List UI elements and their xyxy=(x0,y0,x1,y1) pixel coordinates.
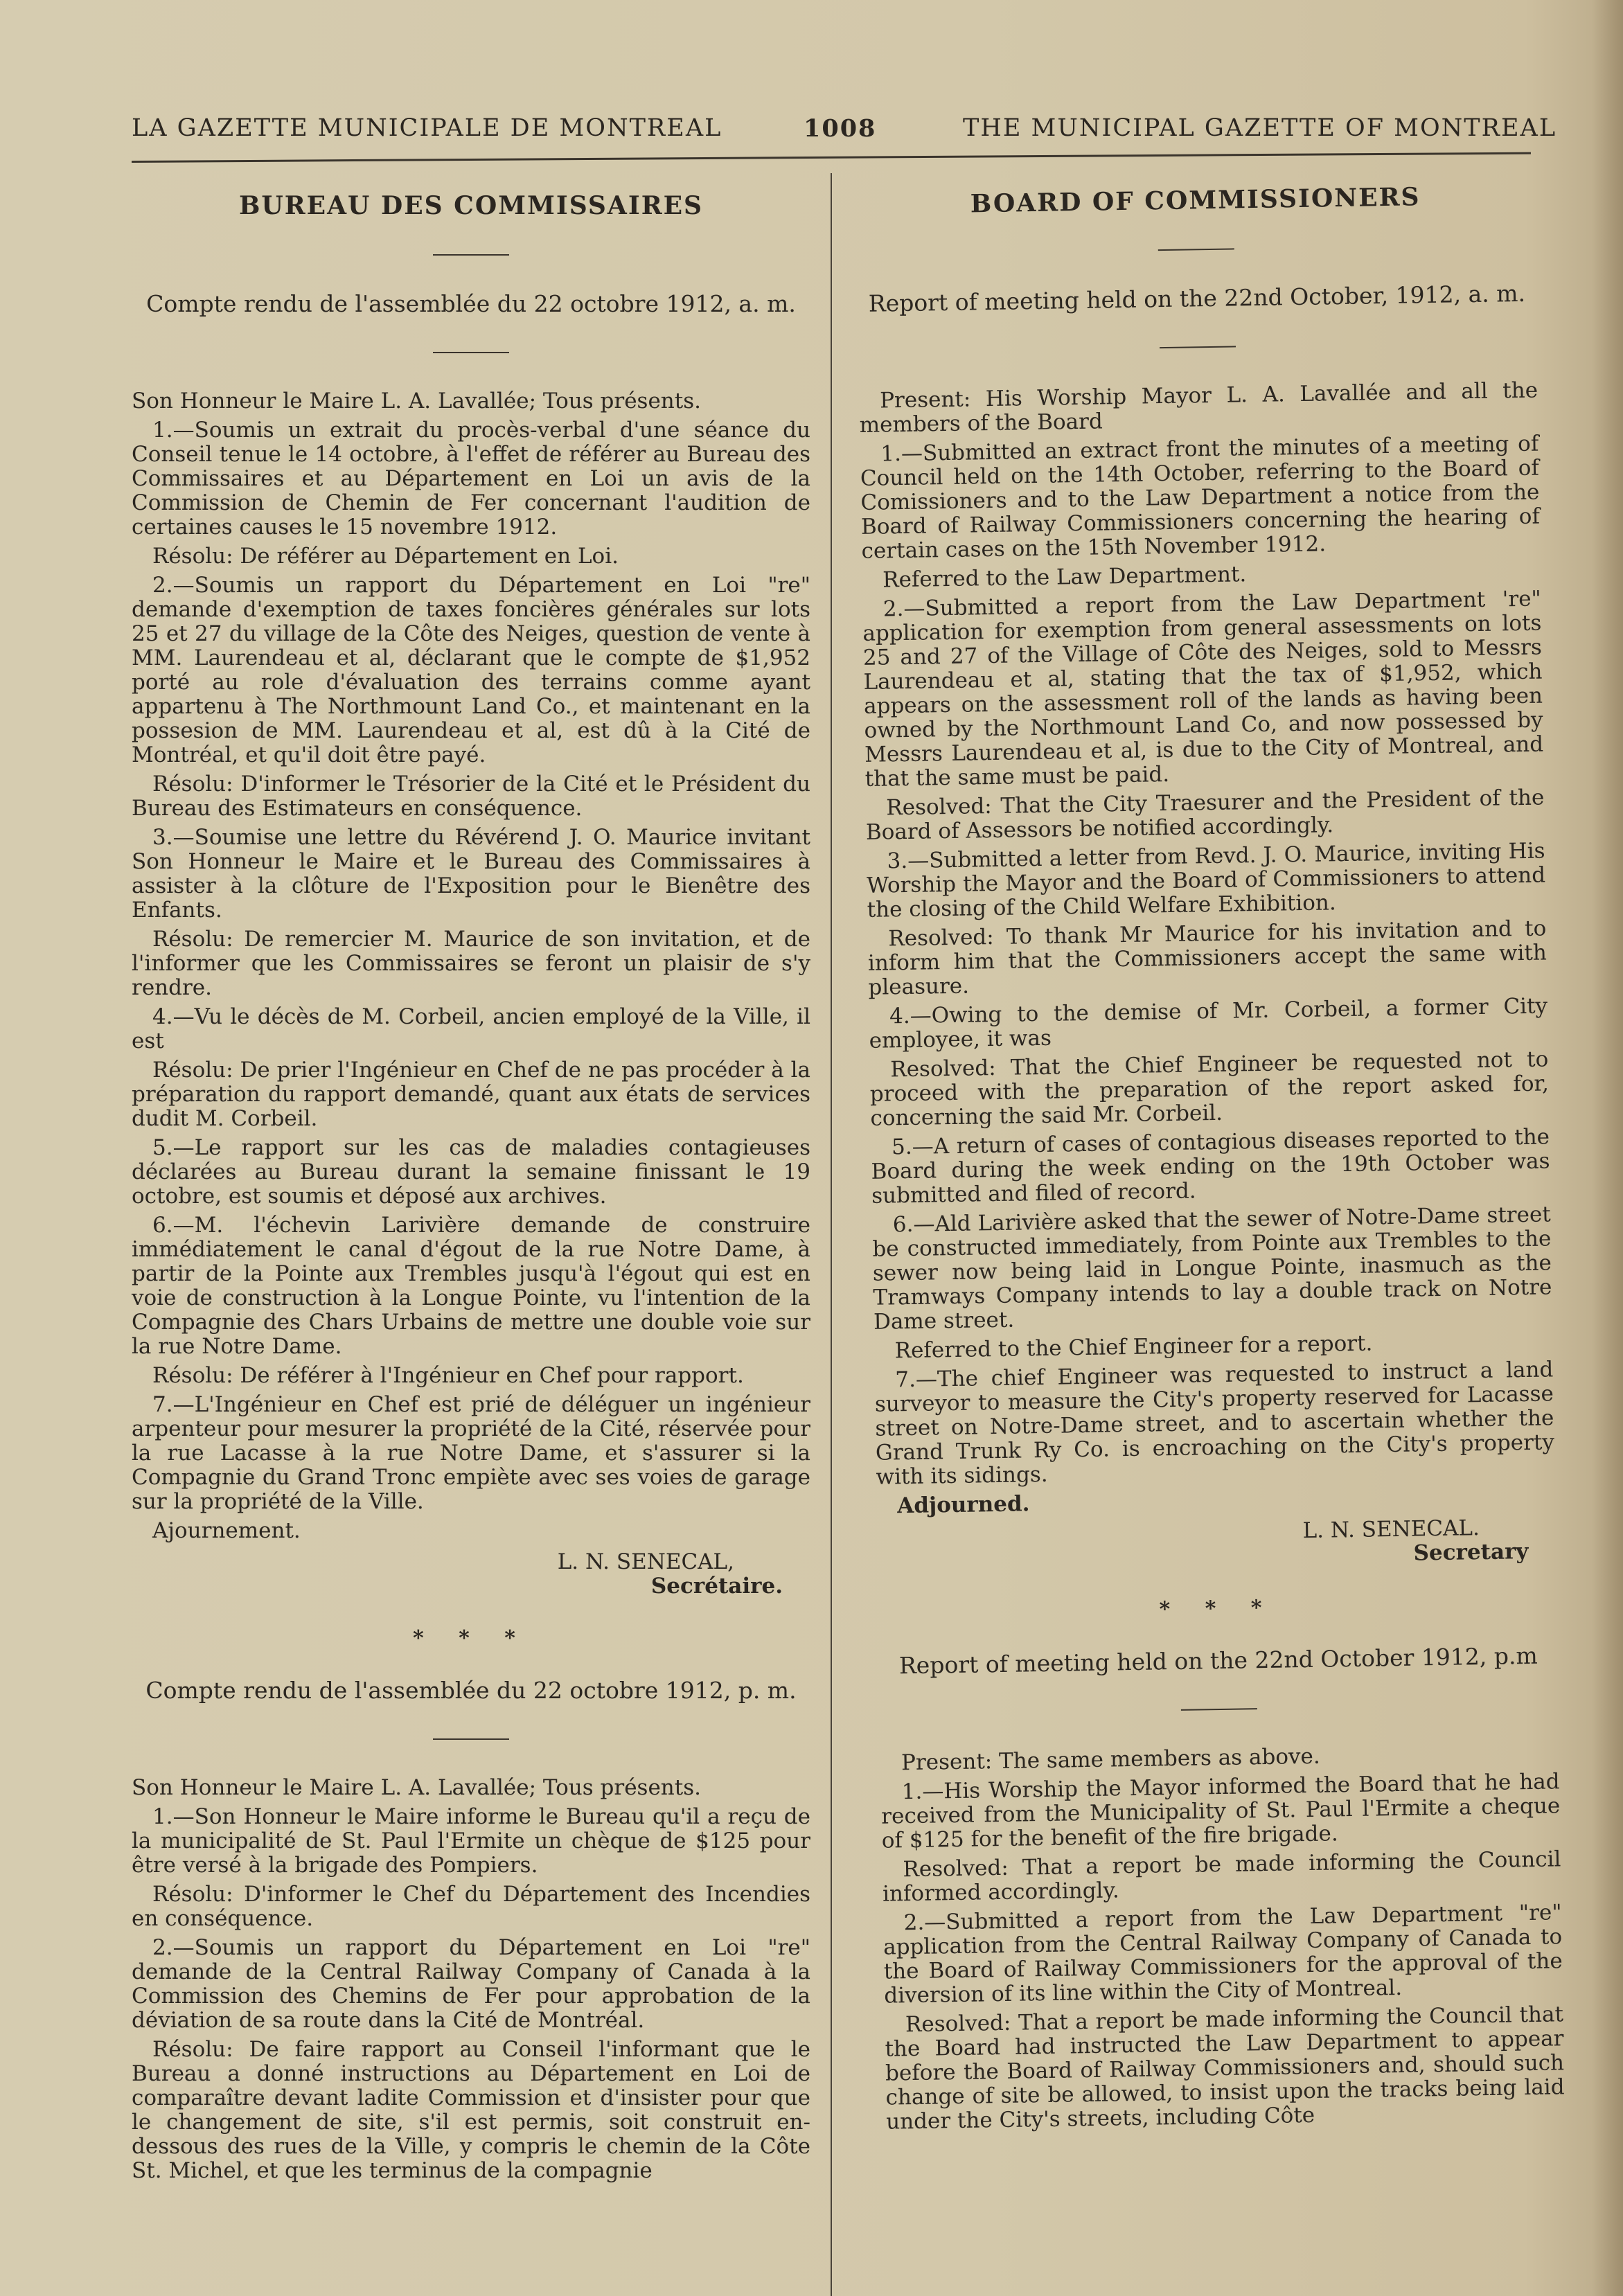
paragraph: 3.—Soumise une lettre du Révérend J. O. Maurice invitant Son Honneur le Maire et le Bureau des Commissaires à assister à la clôture de l'Exposition pour le Bienêtre des Enfants. xyxy=(132,825,810,923)
paragraph: Résolu: De remercier M. Maurice de son invitation, et de l'informer que les Commissaires se feront un plaisir de s'y rendre. xyxy=(132,927,810,1000)
paragraph: 1.—Son Honneur le Maire informe le Bureau qu'il a reçu de la municipalité de St. Paul l'Ermite un chèque de $125 pour être versé à la brigade des Pompiers. xyxy=(132,1804,810,1878)
short-rule xyxy=(1160,346,1236,348)
paragraph: Résolu: D'informer le Chef du Département des Incendies en conséquence. xyxy=(132,1882,810,1931)
header-rule xyxy=(132,152,1531,163)
signature-title: Secrétaire. xyxy=(650,1574,783,1599)
paragraph: 1.—His Worship the Mayor informed the Board that he had received from the Municipality of St. Paul l'Ermite a cheque of $125 for the benefit of the fire brigade. xyxy=(880,1769,1561,1853)
paragraph: 7.—The chief Engineer was requested to instruct a land surveyor to measure the City's property reserved for Lacasse street on Notre-Dame street, and to ascertain whether the Grand Trunk Ry Co. is encroaching on the City's property with its sidings. xyxy=(874,1357,1555,1490)
meeting-caption-pm: Report of meeting held on the 22nd October 1912, p.m xyxy=(898,1641,1538,1680)
meeting-caption-pm: Compte rendu de l'assemblée du 22 octobre 1912, p. m. xyxy=(145,1677,797,1704)
paragraph: Resolved: That a report be made informing the Council that the Board had instructed the Law Department to appear before the Board of Railway Commissioners and, should such change of site be allowed, to insist upon the tracks being laid under the City's streets, including Côte xyxy=(885,2002,1565,2135)
paragraph: 7.—L'Ingénieur en Chef est prié de déléguer un ingénieur arpenteur pour mesurer la propriété de la Cité, réservée pour la rue Lacasse à la rue Notre Dame, et s'assurer si la Compagnie du Grand Tronc empiète avec ses voies de garage sur la propriété de la Ville. xyxy=(132,1392,810,1514)
short-rule xyxy=(433,254,509,256)
minutes-pm-french xyxy=(132,1776,810,2183)
paragraph: 1.—Submitted an extract front the minutes of a meeting of Council held on the 14th October, referring to the Board of Comissioners and to the Law Department a notice from the Board of Railway Commissioners concerning the hearing of certain cases on the 15th November 1912. xyxy=(860,431,1541,564)
section-separator: * * * xyxy=(413,1626,529,1650)
paragraph: Adjourned. xyxy=(896,1491,1030,1519)
french-column xyxy=(132,173,810,2188)
minutes-am-french xyxy=(132,389,810,1543)
section-title-english: BOARD OF COMMISSIONERS xyxy=(970,182,1421,219)
paragraph: Résolu: De référer au Département en Loi. xyxy=(152,544,619,569)
paragraph: Résolu: D'informer le Trésorier de la Cité et le Président du Bureau des Estimateurs en conséquence. xyxy=(132,772,810,821)
signature-name: L. N. SENECAL. xyxy=(1302,1515,1480,1544)
page-fold-shadow xyxy=(1592,0,1623,2296)
paragraph: Son Honneur le Maire L. A. Lavallée; Tous présents. xyxy=(132,389,701,413)
paragraph: Present: The same members as above. xyxy=(901,1743,1320,1776)
page-number: 1008 xyxy=(804,114,877,143)
paragraph: 1.—Soumis un extrait du procès-verbal d'une séance du Conseil tenue le 14 octobre, à l'effet de référer au Bureau des Commissaires et au Département en Loi un avis de la Commission de Chemin de Fer concernant l'audition de certaines causes le 15 novembre 1912. xyxy=(132,418,810,540)
paragraph: 2.—Soumis un rapport du Département en Loi "re" demande de la Central Railway Company of Canada à la Commission des Chemins de Fer pour approbation de la déviation de sa route dans la Cité de Montréal. xyxy=(132,1935,810,2033)
minutes-am-english xyxy=(859,379,1555,1519)
running-head-french: LA GAZETTE MUNICIPALE DE MONTREAL xyxy=(132,114,722,142)
paragraph: Referred to the Chief Engineer for a report. xyxy=(894,1331,1373,1364)
paragraph: 2.—Submitted a report from the Law Department 're" application for exemption from general assessments on lots 25 and 27 of the Village of Côte des Neiges, sold to Messrs Laurendeau et al, stating that the tax of $1,952, which appears on the assessment roll of the lands as having been owned by the Northmount Land Co, and now possessed by Messrs Laurendeau et al, is due to the City of Montreal, and that the same must be paid. xyxy=(862,586,1544,792)
running-head-english: THE MUNICIPAL GAZETTE OF MONTREAL xyxy=(963,114,1557,142)
section-title-french: BUREAU DES COMMISSAIRES xyxy=(238,191,704,220)
paragraph: 5.—Le rapport sur les cas de maladies contagieuses déclarées au Bureau durant la semaine finissant le 19 octobre, est soumis et déposé aux archives. xyxy=(132,1135,810,1209)
signature-name: L. N. SENECAL, xyxy=(557,1549,734,1574)
signature-title: Secretary xyxy=(1413,1538,1529,1566)
paragraph: 6.—Ald Larivière asked that the sewer of Notre-Dame street be constructed immediately, from Pointe aux Trembles to the sewer now being laid in Longue Pointe, inasmuch as the Tramways Company intends to lay a double track on Notre Dame street. xyxy=(872,1202,1552,1335)
short-rule xyxy=(433,352,509,353)
paragraph: Ajournement. xyxy=(152,1518,301,1543)
paragraph: 4.—Owing to the demise of Mr. Corbeil, a former City employee, it was xyxy=(869,993,1548,1053)
meeting-caption-am: Compte rendu de l'assemblée du 22 octobre 1912, a. m. xyxy=(146,290,796,317)
short-rule xyxy=(1181,1708,1257,1711)
short-rule xyxy=(1158,248,1234,251)
paragraph: 2.—Soumis un rapport du Département en Loi "re" demande d'exemption de taxes foncières générales sur lots 25 et 27 du village de la Côte des Neiges, question de vente à MM. Laurendeau et al, déclarant que le compte de $1,952 porté au role d'évaluation des terrains comme ayant appartenu à The Northmount Land Co., et maintenant en la possesion de MM. Laurendeau et al, est dû à la Cité de Montréal, et qu'il doit être payé. xyxy=(132,573,810,767)
short-rule xyxy=(433,1738,509,1740)
meeting-caption-am: Report of meeting held on the 22nd October, 1912, a. m. xyxy=(868,279,1526,317)
paragraph: Resolved: That the Chief Engineer be requested not to proceed with the preparation of the report asked for, concerning the said Mr. Corbeil. xyxy=(869,1047,1550,1131)
paragraph: Resolved: To thank Mr Maurice for his invitation and to inform him that the Commissioners accept the same with pleasure. xyxy=(867,916,1547,1000)
paragraph: 6.—M. l'échevin Larivière demande de construire immédiatement le canal d'égout de la rue Notre Dame, à partir de la Pointe aux Trembles jusqu'à l'égout qui est en voie de construction à la Longue Pointe, vu l'intention de la Compagnie des Chars Urbains de mettre une double voie sur la rue Notre Dame. xyxy=(132,1213,810,1359)
minutes-pm-english xyxy=(880,1741,1566,2134)
paragraph: 5.—A return of cases of contagious diseases reported to the Board during the week ending on the 19th October was submitted and filed of record. xyxy=(871,1124,1550,1209)
english-column xyxy=(855,163,1565,2139)
paragraph: 4.—Vu le décès de M. Corbeil, ancien employé de la Ville, il est xyxy=(132,1004,810,1053)
column-divider xyxy=(831,173,832,2296)
paragraph: Resolved: That the City Traesurer and the President of the Board of Assessors be notified accordingly. xyxy=(865,785,1545,845)
paragraph: Son Honneur le Maire L. A. Lavallée; Tous présents. xyxy=(132,1775,701,1800)
paragraph: 3.—Submitted a letter from Revd. J. O. Maurice, inviting His Worship the Mayor and the Board of Commissioners to attend the closing of the Child Welfare Exhibition. xyxy=(866,838,1546,923)
paragraph: Résolu: De référer à l'Ingénieur en Chef pour rapport. xyxy=(152,1363,744,1388)
paragraph: Present: His Worship Mayor L. A. Lavallée and all the members of the Board xyxy=(859,377,1538,438)
section-separator: * * * xyxy=(1159,1595,1276,1622)
paragraph: Résolu: De prier l'Ingénieur en Chef de ne pas procéder à la préparation du rapport demandé, quant aux états de services dudit M. Corbeil. xyxy=(132,1058,810,1131)
paragraph: Resolved: That a report be made informing the Council informed accordingly. xyxy=(882,1846,1561,1907)
paragraph: 2.—Submitted a report from the Law Department "re" application from the Central Railway Company of Canada to the Board of Railway Commissioners for the approval of the diversion of its line within the City of Montreal. xyxy=(883,1900,1563,2009)
paragraph: Referred to the Law Department. xyxy=(882,562,1247,593)
paragraph: Résolu: De faire rapport au Conseil l'informant que le Bureau a donné instructions au Département en Loi de comparaître devant ladite Commission et d'insister pour que le changement de site, s'il est permis, soit construit en-dessous des rues de la Ville, y compris le chemin de la Côte St. Michel, et que les terminus de la compagnie xyxy=(132,2037,810,2183)
